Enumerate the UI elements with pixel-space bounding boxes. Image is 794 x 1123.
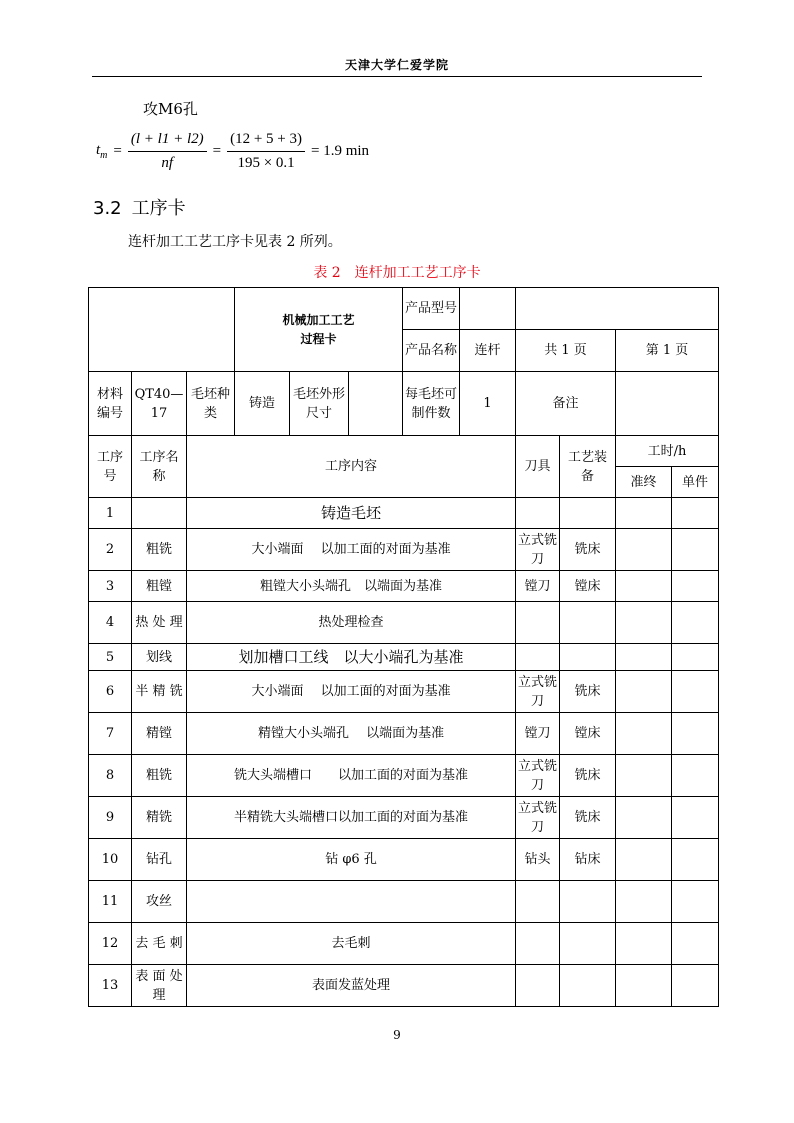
product-name-label: 产品名称 [403, 330, 460, 372]
section-heading: 3.2 工序卡 [93, 198, 186, 219]
table-row: 12 去 毛 刺 去毛刺 [89, 923, 719, 965]
table-row: 1 铸造毛坯 [89, 498, 719, 529]
per-blank-value: 1 [460, 372, 516, 436]
table-row: 7 精镗 精镗大小头端孔 以端面为基准 镗刀 镗床 [89, 713, 719, 755]
table-row: 5 划线 划加槽口工线 以大小端孔为基准 [89, 644, 719, 671]
table-caption: 表 2 连杆加工工艺工序卡 [313, 265, 481, 281]
material-label: 材料编号 [89, 372, 132, 436]
formula-fraction-2: $\frac{(12 + 5 + 3)}{195 \times 0.1}$ [227, 131, 305, 172]
col-time: 工时/h [616, 436, 719, 467]
time-formula: $t_m$ = $\frac{(l + l1 + l2)}{nf}$ = $\frac{(12 + 5 + 3)}{195 \times 0.1}$ = 1.9 min [96, 130, 370, 171]
product-name-value: 连杆 [460, 330, 516, 372]
col-tool: 刀具 [516, 436, 560, 498]
table-row: 2 粗铣 大小端面 以加工面的对面为基准 立式铣刀 铣床 [89, 529, 719, 571]
card-title: 机械加工工艺 过程卡 [235, 288, 403, 372]
material-value: QT40—17 [132, 372, 187, 436]
table-row: 6 半 精 铣 大小端面 以加工面的对面为基准 立式铣刀 铣床 [89, 671, 719, 713]
remark-label: 备注 [516, 372, 616, 436]
table-row: 11 攻丝 [89, 881, 719, 923]
header-rule [92, 76, 702, 77]
table-row: 3 粗镗 粗镗大小头端孔 以端面为基准 镗刀 镗床 [89, 571, 719, 602]
col-content: 工序内容 [187, 436, 516, 498]
formula-result: = 1.9 min [311, 142, 370, 159]
page-header-title: 天津大学仁爱学院 [344, 58, 449, 72]
product-model-label: 产品型号 [403, 288, 460, 330]
blank-type-value: 铸造 [235, 372, 290, 436]
body-paragraph: 连杆加工工艺工序卡见表 2 所列。 [128, 234, 342, 250]
table-row: 13 表 面 处理 表面发蓝处理 [89, 965, 719, 1007]
col-equipment: 工艺装备 [560, 436, 616, 498]
table-row: 4 热 处 理 热处理检查 [89, 602, 719, 644]
page-number: 9 [393, 1028, 401, 1042]
page-no: 第 1 页 [616, 330, 719, 372]
col-step-name: 工序名称 [132, 436, 187, 498]
process-card-table [88, 287, 719, 1007]
blank-type-label: 毛坯种类 [187, 372, 235, 436]
col-prep: 准终 [616, 467, 672, 498]
blank-size-label: 毛坯外形尺寸 [290, 372, 349, 436]
table-row: 10 钻孔 钻 φ6 孔 钻头 钻床 [89, 839, 719, 881]
column-header-row-1 [89, 436, 719, 467]
material-row [89, 372, 719, 436]
formula-fraction-1: $\frac{(l + l1 + l2)}{nf}$ [128, 131, 207, 172]
total-pages: 共 1 页 [516, 330, 616, 372]
col-unit: 单件 [672, 467, 719, 498]
formula-lhs: $t_m$ [96, 141, 108, 161]
card-header-row-1 [89, 288, 719, 330]
col-step-no: 工序号 [89, 436, 132, 498]
table-row: 9 精铣 半精铣大头端槽口以加工面的对面为基准 立式铣刀 铣床 [89, 797, 719, 839]
intro-line: 攻M6孔 [143, 100, 198, 118]
table-row: 8 粗铣 铣大头端槽口 以加工面的对面为基准 立式铣刀 铣床 [89, 755, 719, 797]
per-blank-label: 每毛坯可制件数 [403, 372, 460, 436]
